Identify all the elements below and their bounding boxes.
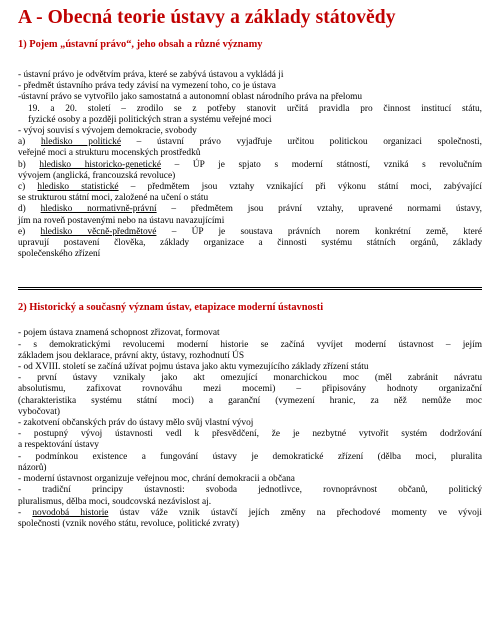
text-line: - vývoj souvisí s vývojem demokracie, svobody	[18, 126, 197, 137]
line-prefix: c)	[18, 182, 38, 193]
text-line	[18, 227, 482, 238]
line-text: – ÚP je soustava právních norem konkrétní země, které	[156, 226, 482, 237]
text-line: - s demokratickými revolucemi moderní historie se začíná vyvíjet moderní ústavnost – jejím	[18, 339, 482, 350]
line-text: – předmětem jsou vztahy vznikající při výkonu státní moci, zabývající	[118, 182, 482, 193]
text-line	[18, 182, 482, 193]
line-text: ústav váže vznik ústavčí jejích změny na přechodové momenty ve vývoji	[108, 507, 482, 518]
text-line	[18, 204, 482, 215]
text-line: - podmínkou existence a fungování ústavy je demokratické zřízení (dělba moci, pluralita	[18, 451, 482, 462]
text-line: - od XVIII. století se začíná užívat pojmu ústava jako aktu vymezujícího základy zřízení státu	[18, 362, 369, 373]
underlined-term: hledisko statistické	[37, 182, 119, 193]
text-line: absolutismu, zafixovat rovnováhu mezi mocemi) – připisovány hodnoty organizační	[18, 384, 482, 395]
section-2-body	[18, 328, 482, 530]
text-line: a respektování ústavy	[18, 440, 99, 451]
text-line: - postupný vývoj ústavnosti vedl k přesvědčení, že je nezbytné vytvořit systém dodržování	[18, 429, 482, 440]
section-1-heading: 1) Pojem „ústavní právo“, jeho obsah a různé významy	[18, 39, 263, 50]
text-line: vývojem (anglická, francouzská revoluce)	[18, 170, 176, 181]
text-line: se strukturou státní moci, založené na učení o státu	[18, 193, 209, 204]
text-line: - první ústavy vznikaly jako akt omezující monarchickou moc (měl zabránit návratu	[18, 373, 482, 384]
text-line: - ústavní právo je odvětvím práva, které se zabývá ústavou a vykládá ji	[18, 70, 284, 80]
text-line: - pojem ústava znamená schopnost zřizovat, formovat	[18, 328, 220, 339]
underlined-term: hledisko normativně-právní	[40, 204, 157, 215]
text-line	[18, 160, 482, 171]
line-text: – ústavní právo vyjadřuje určitou politickou organizaci společnosti,	[120, 137, 482, 148]
line-prefix: e)	[18, 226, 41, 237]
underlined-term: hledisko historicko-genetické	[39, 159, 161, 170]
section-divider	[18, 287, 482, 290]
text-line: jím na roveň postavenými nebo na ústavu navazujícími	[18, 215, 225, 226]
text-line	[18, 137, 482, 148]
text-line: společenského zřízení	[18, 249, 101, 260]
text-line: fyzické osoby a později politických stran a systému veřejné moci	[28, 114, 272, 125]
line-prefix: b)	[18, 159, 40, 170]
underlined-term: hledisko politické	[40, 137, 121, 148]
text-line: základem jsou deklarace, právní akty, ústavy, rozhodnutí ÚS	[18, 350, 245, 361]
text-line: názorů)	[18, 462, 47, 473]
section-2-heading: 2) Historický a současný význam ústav, etapizace moderní ústavnosti	[18, 302, 324, 314]
underlined-term: novodobá historie	[32, 507, 109, 518]
line-prefix: d)	[18, 204, 41, 215]
underlined-term: hledisko věcně-předmětové	[40, 226, 157, 237]
line-text: – předmětem jsou právní vztahy, upravené normami ústavy,	[156, 204, 482, 215]
text-line: upravují postavení člověka, základy organizace a činnosti systému státních orgánů, základy	[18, 238, 482, 249]
text-line	[18, 508, 482, 519]
text-line: - předmět ústavního práva tedy závisí na vymezení toho, co je ústava	[18, 81, 276, 92]
line-prefix: a)	[18, 137, 41, 148]
text-line: (charakteristika systému státní moci) a garanční (vymezení hranic, za něž nemůže moc	[18, 395, 482, 406]
text-line: - moderní ústavnost organizuje veřejnou moc, chrání demokracii a občana	[18, 474, 295, 485]
line-prefix: -	[18, 507, 33, 518]
section-1-body	[18, 70, 482, 260]
page-title: A - Obecná teorie ústavy a základy státovědy	[18, 7, 396, 28]
text-line: 19. a 20. století – zrodilo se z potřeby stanovit určitá pravidla pro činnost institucí státu,	[28, 103, 482, 114]
text-line: -ústavní právo se vytvořilo jako samostatná a autonomní oblast národního práva na přelomu	[18, 92, 363, 103]
text-line: společnosti (vznik nového státu, revoluce, politické zvraty)	[18, 518, 240, 529]
text-line: veřejné moci a strukturu mocenských prostředků	[18, 148, 201, 159]
text-line: - zakotvení občanských práv do ústavy mělo svůj vlastní vývoj	[18, 418, 254, 429]
text-line: vybočovat)	[18, 406, 61, 417]
line-text: – ÚP je spjato s moderní státností, vzniká s revolučním	[161, 159, 482, 170]
text-line: - tradiční principy ústavnosti: svoboda jednotlivce, rovnoprávnost občanů, politický	[18, 485, 482, 496]
text-line: pluralismus, dělba moci, soudcovská nezávislost aj.	[18, 496, 212, 507]
